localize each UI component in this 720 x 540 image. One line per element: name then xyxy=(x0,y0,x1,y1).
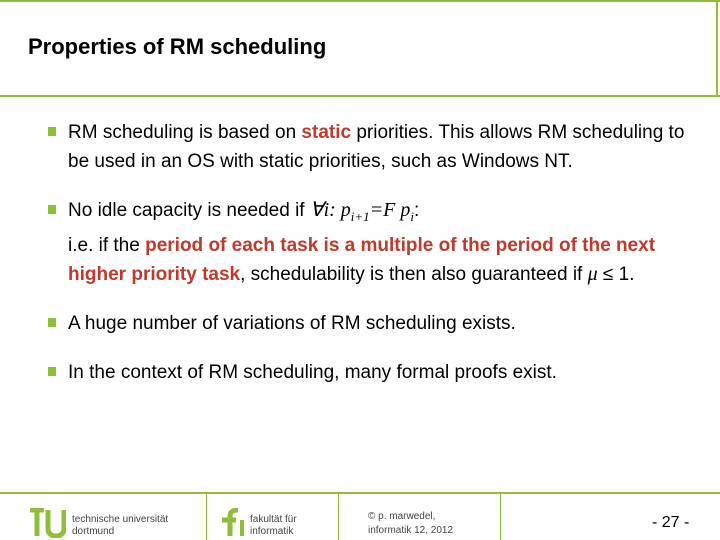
slide-title: Properties of RM scheduling xyxy=(28,34,327,59)
footer-separator xyxy=(338,492,339,540)
bullet-formal-proofs: In the context of RM scheduling, many formal proofs exist. xyxy=(48,358,698,387)
copyright: © p. marwedel, informatik 12, 2012 xyxy=(368,511,454,536)
bullet-idle-capacity: No idle capacity is needed if ∀i: $p_{i+1}=F$ $p_i$: i.e. if the period of each task is a multiple of the period of the next higher priority task, schedulability is then also guaranteed if μ ≤ 1. xyxy=(48,196,698,289)
page-number: - 27 - xyxy=(652,514,690,531)
bullet-square-icon xyxy=(48,318,56,327)
footer-separator xyxy=(500,492,501,540)
forall-symbol: ∀ xyxy=(309,199,324,221)
fi-faculty-logo xyxy=(218,508,246,538)
bullet-static-priorities: RM scheduling is based on static priorities. This allows RM scheduling to be used in an OS with static priorities, such as Windows NT. xyxy=(48,118,698,176)
title-divider xyxy=(0,95,720,97)
bullet-square-icon xyxy=(48,127,56,136)
top-border xyxy=(0,0,720,2)
bullet-square-icon xyxy=(48,205,56,214)
mu-symbol: μ xyxy=(587,263,598,285)
right-border xyxy=(716,0,718,95)
bullet-square-icon xyxy=(48,367,56,376)
tu-text: technische universität dortmund xyxy=(72,514,169,537)
tu-dortmund-logo xyxy=(30,508,66,538)
fi-text: fakultät für informatik xyxy=(250,514,297,537)
footer-divider xyxy=(0,492,720,494)
bullet-variations: A huge number of variations of RM scheduling exists. xyxy=(48,309,698,338)
highlight-period: period of each task is a multiple of the period of the next higher priority task xyxy=(68,235,656,285)
footer-separator xyxy=(206,492,207,540)
slide-content xyxy=(48,118,698,407)
highlight-static: static xyxy=(301,122,352,143)
